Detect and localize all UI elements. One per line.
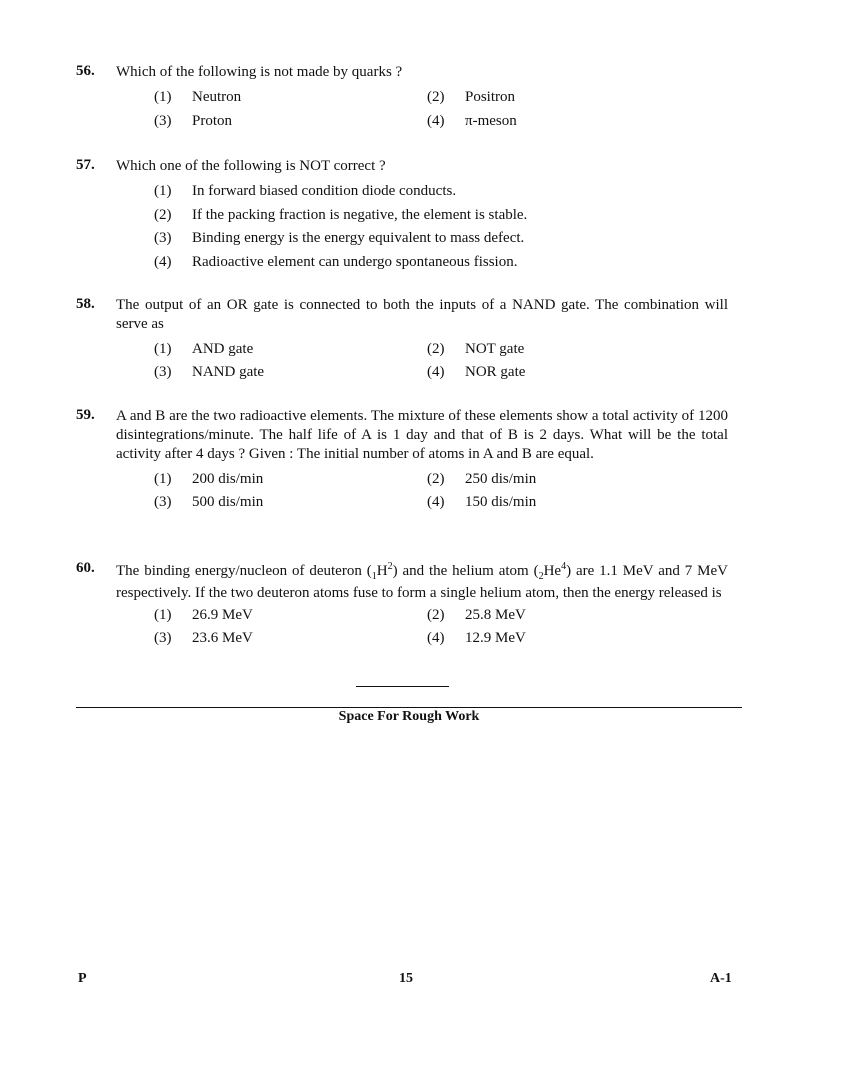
section-divider-short [356,686,449,687]
option-2: (2) 25.8 MeV [427,607,526,623]
question-number: 59. [76,407,95,423]
option-4: (4) 150 dis/min [427,494,537,510]
question-58 [76,296,728,384]
question-57 [76,157,728,274]
question-number: 58. [76,296,95,312]
footer-series-code: P [78,971,87,986]
rough-work-heading: Space For Rough Work [338,709,480,724]
option-1: (1) In forward biased condition diode conducts. [154,183,457,199]
question-text: The output of an OR gate is connected to both the inputs of a NAND gate. The combination will serve as [116,297,728,332]
option-2: (2) If the packing fraction is negative, the element is stable. [154,207,528,223]
option-4: (4) π-meson [427,113,517,129]
option-4: (4) 12.9 MeV [427,630,526,646]
option-1: (1) AND gate [154,341,254,357]
footer-page-number: 15 [399,971,413,986]
option-3: (3) 23.6 MeV [154,630,253,646]
question-text: Which of the following is not made by quarks ? [116,64,403,80]
option-3: (3) 500 dis/min [154,494,264,510]
question-text: Which one of the following is NOT correct ? [116,158,386,174]
question-56 [76,63,728,132]
question-number: 60. [76,560,95,576]
question-number: 57. [76,157,95,173]
option-1: (1) Neutron [154,89,242,105]
option-1: (1) 200 dis/min [154,471,264,487]
option-3: (3) Proton [154,113,233,129]
option-3: (3) NAND gate [154,364,265,380]
question-number: 56. [76,63,95,79]
option-1: (1) 26.9 MeV [154,607,253,623]
question-60 [76,560,728,650]
option-2: (2) 250 dis/min [427,471,537,487]
option-4: (4) Radioactive element can undergo spontaneous fission. [154,254,518,270]
section-divider [76,707,742,708]
option-3: (3) Binding energy is the energy equivalent to mass defect. [154,230,525,246]
option-2: (2) NOT gate [427,341,525,357]
question-text: The binding energy/nucleon of deuteron $(_1H^2)$ and the helium atom $(_2He^4)$ are 1.1 MeV and 7 MeV respectively. If the two deuteron atoms fuse to form a single helium atom, then the energy released is [116,561,728,601]
option-4: (4) NOR gate [427,364,526,380]
question-59 [76,407,728,514]
option-2: (2) Positron [427,89,516,105]
question-text: A and B are the two radioactive elements. The mixture of these elements show a total activity of 1200 disintegrations/minute. The half life of A is 1 day and that of B is 2 days. What will be the total activity after 4 days ? Given : The initial number of atoms in A and B are equal. [116,408,728,462]
footer-booklet-code: A-1 [710,971,732,986]
